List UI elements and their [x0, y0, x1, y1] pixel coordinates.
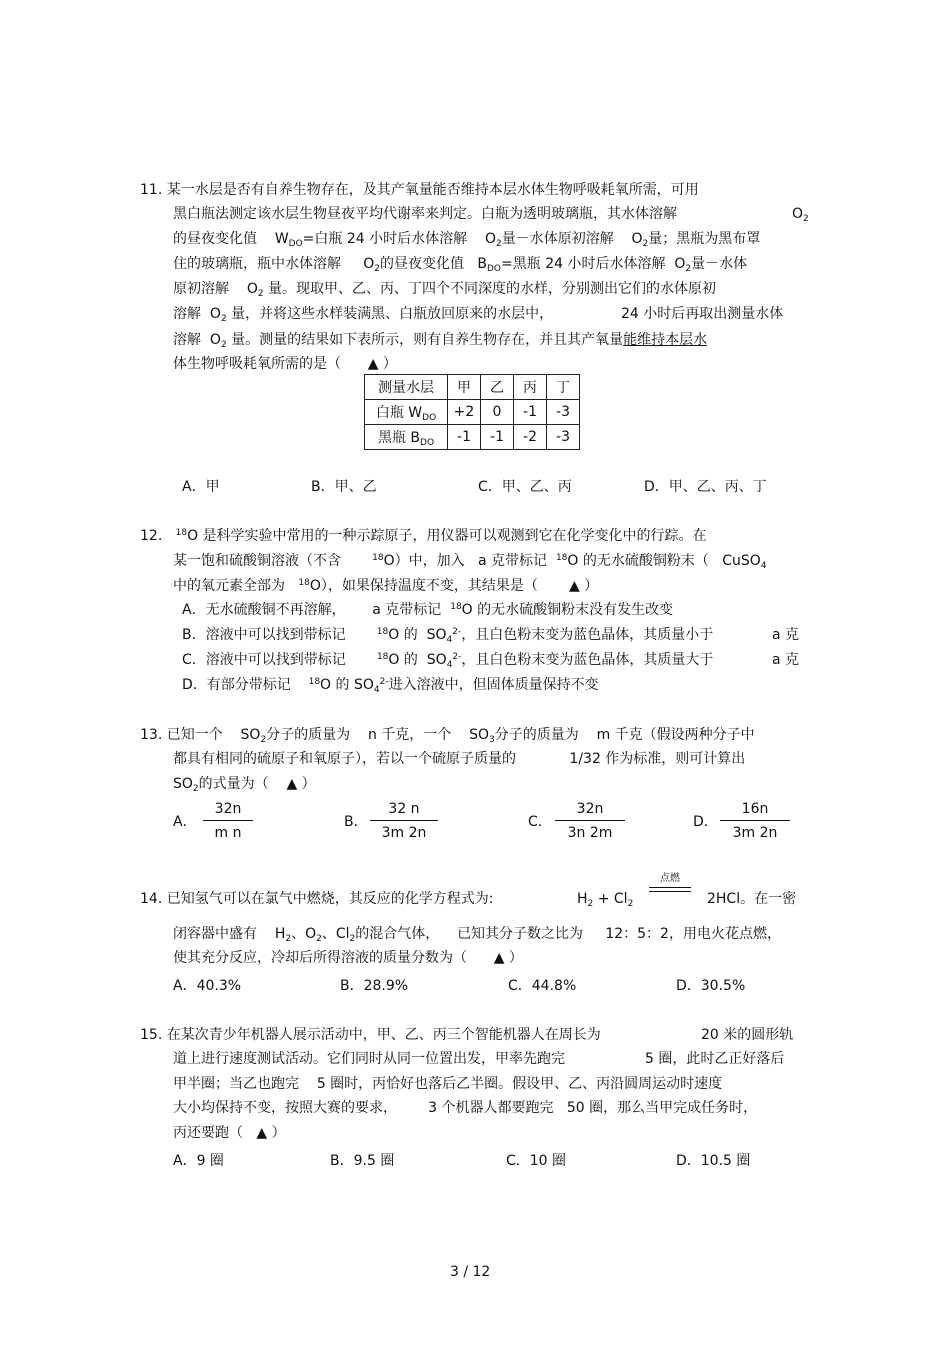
- q11-line-4: 住的玻璃瓶，瓶中水体溶解 $O_2$的昼夜变化值 $B_{DO}=$黑瓶 24 小时后水体溶解 $O_2$量－水体: [173, 256, 748, 274]
- q11-line-5: 原初溶解 $O_2$ 量。现取甲、乙、丙、丁四个不同深度的水样，分别测出它们的水体原初: [173, 281, 717, 299]
- reaction-arrow: 点燃: [649, 874, 691, 892]
- q13-line-2: 都具有相同的硫原子和氧原子），若以一个硫原子质量的 1/32 作为标准，则可计算出: [173, 751, 746, 767]
- q14-option-a: A．40.3%: [173, 978, 242, 994]
- q15-line-5: 丙还要跑（ ▲ ）: [173, 1125, 286, 1141]
- q15-line-3: 甲半圈；当乙也跑完 5 圈时，丙恰好也落后乙半圈。假设甲、乙、丙沿圆周运动时速度: [173, 1076, 723, 1092]
- q13-option-a-label: A．: [173, 814, 197, 830]
- q14-line-2: 闭容器中盛有 $H_2$、$O_2$、$Cl_2$的混合气体， 已知其分子数之比为 12：5：2，用电火花点燃，: [173, 926, 781, 944]
- measurement-table: [364, 374, 580, 450]
- q13-option-b-fraction: $\frac{32 n}{3m 2n}$: [370, 800, 438, 842]
- q12-line-1: 12. $^{18}$O 是科学实验中常用的一种示踪原子，用仪器可以观测到它在化学变化中的行踪。在: [140, 528, 707, 544]
- q14-option-c: C．44.8%: [508, 978, 577, 994]
- q12-option-c-end: a 克: [772, 652, 800, 668]
- q14-option-d: D．30.5%: [676, 978, 746, 994]
- q12-option-c: C．溶液中可以找到带标记 $^{18}$O 的 $SO_4^{2-}$，且白色粉末变为蓝色晶体，其质量大于: [182, 652, 714, 670]
- q14-line-3: 使其充分反应，冷却后所得溶液的质量分数为（ ▲ ）: [173, 950, 523, 966]
- q13-option-a-fraction: $\frac{32n}{\text{m n}}$: [203, 800, 253, 842]
- q11-line-1: 11. 某一水层是否有自养生物存在，及其产氧量能否维持本层水体生物呼吸耗氧所需，可用: [140, 182, 699, 198]
- q12-option-b: B．溶液中可以找到带标记 $^{18}$O 的 $SO_4^{2-}$，且白色粉末变为蓝色晶体，其质量小于: [182, 627, 714, 645]
- q13-option-d-label: D．: [693, 814, 718, 830]
- q15-option-a: A．9 圈: [173, 1153, 224, 1169]
- q11-option-d: D．甲、乙、丙、丁: [644, 479, 767, 495]
- q11-line-2-o2: $O_2$: [792, 206, 809, 224]
- q11-line-7: 溶解 $O_2$ 量。测量的结果如下表所示，则有自养生物存在，并且其产氧量能维持本层水: [173, 332, 708, 350]
- q14-equation: $H_2 + Cl_2$: [577, 891, 634, 909]
- q13-line-1: 13. 已知一个 $SO_2$分子的质量为 n 千克，一个 $SO_3$分子的质量为 m 千克（假设两种分子中: [140, 727, 755, 745]
- q14-line-1: 14. 已知氢气可以在氯气中燃烧，其反应的化学方程式为:: [140, 891, 494, 907]
- q11-line-6: 溶解 $O_2$ 量，并将这些水样装满黑、白瓶放回原来的水层中，: [173, 306, 554, 324]
- page-number: 3 / 12: [450, 1264, 491, 1280]
- q11-line-8: 体生物呼吸耗氧所需的是（ ▲ ）: [173, 356, 397, 372]
- table-row: 白瓶 $W_{DO}$ +2 0 -1 -3: [365, 400, 580, 425]
- q12-line-2: 某一饱和硫酸铜溶液（不含 $^{18}$O）中，加入 a 克带标记 $^{18}$O 的无水硫酸铜粉末（ CuSO$_4$: [173, 553, 767, 571]
- q15-line-2-end: 5 圈，此时乙正好落后: [645, 1051, 785, 1067]
- q15-line-4: 大小均保持不变，按照大赛的要求， 3 个机器人都要跑完 50 圈，那么当甲完成任务时，: [173, 1100, 758, 1116]
- q13-option-d-fraction: $\frac{16n}{3m 2n}$: [720, 800, 790, 842]
- q15-line-1: 15. 在某次青少年机器人展示活动中，甲、乙、丙三个智能机器人在周长为: [140, 1027, 601, 1043]
- q15-option-c: C．10 圈: [506, 1153, 567, 1169]
- q15-option-b: B．9.5 圈: [330, 1153, 395, 1169]
- q11-option-b: B．甲、乙: [311, 479, 377, 495]
- q11-line-2: 黑白瓶法测定该水层生物昼夜平均代谢率来判定。白瓶为透明玻璃瓶，其水体溶解: [173, 206, 677, 222]
- q11-option-a: A．甲: [182, 479, 220, 495]
- q12-option-b-end: a 克: [772, 627, 800, 643]
- q15-line-1-end: 20 米的圆形轨: [701, 1027, 794, 1043]
- q11-option-c: C．甲、乙、丙: [478, 479, 572, 495]
- q12-option-a: A．无水硫酸铜不再溶解， a 克带标记 $^{18}$O 的无水硫酸铜粉末没有发生改变: [182, 602, 674, 618]
- q14-line-1-end: 2HCl。在一密: [707, 891, 797, 907]
- q14-option-b: B．28.9%: [340, 978, 409, 994]
- table-row: 黑瓶 $B_{DO}$ -1 -1 -2 -3: [365, 425, 580, 450]
- q12-line-3: 中的氧元素全部为 $^{18}$O），如果保持温度不变，其结果是（ ▲ ）: [173, 578, 599, 594]
- q15-option-d: D．10.5 圈: [676, 1153, 751, 1169]
- table-header-row: 测量水层 甲 乙 丙 丁: [365, 375, 580, 400]
- q15-line-2: 道上进行速度测试活动。它们同时从同一位置出发，甲率先跑完: [173, 1051, 565, 1067]
- q11-line-6-b: 24 小时后再取出测量水体: [621, 306, 784, 322]
- q13-option-b-label: B．: [344, 814, 368, 830]
- q13-option-c-label: C.: [528, 814, 543, 830]
- q11-line-3: 的昼夜变化值 $W_{DO}=$白瓶 24 小时后水体溶解 $O_2$量－水体原初溶解 $O_2$量；黑瓶为黑布罩: [173, 231, 761, 249]
- q13-option-c-fraction: $\frac{32n}{3n 2m}$: [555, 800, 625, 842]
- q13-line-3: $SO_2$的式量为（ ▲ ）: [173, 776, 316, 794]
- q12-option-d: D．有部分带标记 $^{18}$O 的 $SO_4^{2-}$进入溶液中，但固体质量保持不变: [182, 677, 599, 695]
